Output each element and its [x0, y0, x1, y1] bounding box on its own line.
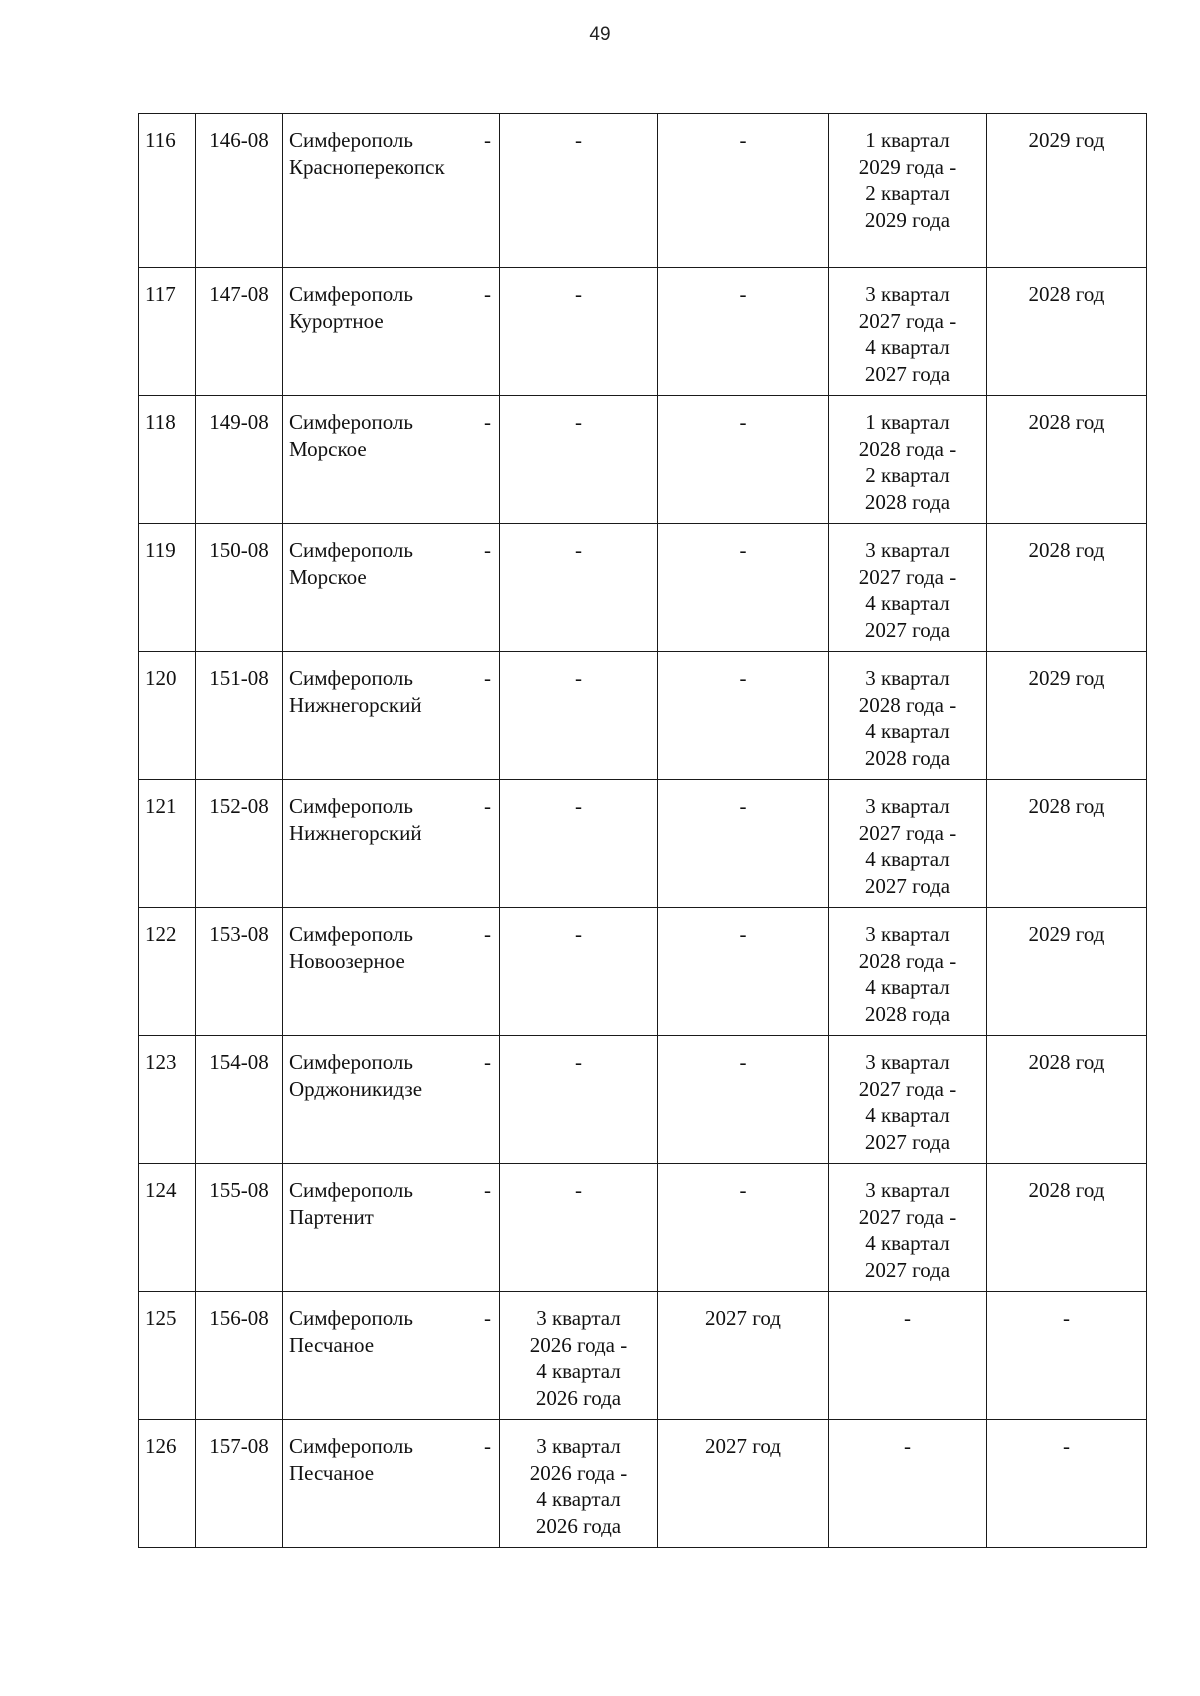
- period-text: 2027 года: [864, 1257, 951, 1282]
- period-text: -: [739, 794, 747, 818]
- route-separator: -: [484, 1178, 491, 1202]
- period-cell-col4: [500, 396, 658, 524]
- period-text: 2027 года -: [858, 308, 957, 333]
- row-number-cell: [139, 908, 196, 1036]
- route-name-cell: [283, 1420, 500, 1548]
- route-code: 147-08: [209, 282, 269, 306]
- period-cell-col6: [829, 908, 987, 1036]
- period-cell-col4: [500, 908, 658, 1036]
- period-text: 1 квартал: [865, 410, 950, 434]
- period-text: -: [739, 282, 747, 306]
- route-name-cell: [283, 780, 500, 908]
- period-text: -: [575, 1178, 582, 1202]
- schedule-table: [138, 113, 1147, 1548]
- period-text: 2027 года -: [858, 1204, 957, 1229]
- route-name-cell: [283, 1164, 500, 1292]
- table-row: [139, 114, 1147, 268]
- period-text: 1 квартал: [865, 128, 950, 152]
- table-row: [139, 524, 1147, 652]
- period-text: -: [739, 538, 747, 562]
- period-text: 2028 год: [1028, 282, 1105, 306]
- route-name-cell: [283, 114, 500, 268]
- route-code: 146-08: [209, 128, 269, 152]
- route-separator: -: [484, 282, 491, 306]
- period-text: 2027 года: [864, 361, 951, 386]
- period-cell-col7: [987, 780, 1147, 908]
- route-name-cell: [283, 396, 500, 524]
- period-text: 3 квартал: [865, 666, 950, 690]
- period-text: 2029 год: [1028, 128, 1105, 152]
- period-cell-col5: [658, 780, 829, 908]
- row-number: 124: [145, 1178, 177, 1202]
- route-name-cell: [283, 908, 500, 1036]
- route-name-cell: [283, 268, 500, 396]
- period-text: 2027 год: [705, 1306, 781, 1330]
- period-cell-col7: [987, 908, 1147, 1036]
- route-code-cell: [196, 524, 283, 652]
- period-cell-col5: [658, 268, 829, 396]
- period-cell-col5: [658, 396, 829, 524]
- period-text: 2 квартал: [865, 181, 950, 205]
- table-row: [139, 1164, 1147, 1292]
- route-from: Симферополь: [289, 410, 413, 434]
- route-code-cell: [196, 652, 283, 780]
- period-text: 2028 год: [1028, 410, 1105, 434]
- period-cell-col6: [829, 780, 987, 908]
- period-cell-col7: [987, 1164, 1147, 1292]
- period-cell-col6: [829, 396, 987, 524]
- row-number-cell: [139, 1036, 196, 1164]
- period-text: 3 квартал: [865, 282, 950, 306]
- period-cell-col4: [500, 1292, 658, 1420]
- row-number-cell: [139, 1420, 196, 1548]
- route-separator: -: [484, 128, 491, 152]
- row-number: 121: [145, 794, 177, 818]
- period-text: 2026 года -: [529, 1460, 628, 1485]
- period-cell-col5: [658, 1292, 829, 1420]
- period-cell-col4: [500, 1164, 658, 1292]
- route-code: 153-08: [209, 922, 269, 946]
- route-code-cell: [196, 268, 283, 396]
- table-row: [139, 908, 1147, 1036]
- period-cell-col6: [829, 1420, 987, 1548]
- table-row: [139, 780, 1147, 908]
- route-name-cell: [283, 524, 500, 652]
- row-number: 120: [145, 666, 177, 690]
- route-separator: -: [484, 1306, 491, 1330]
- route-from: Симферополь: [289, 1434, 413, 1458]
- period-text: 4 квартал: [865, 975, 950, 999]
- table-row: [139, 396, 1147, 524]
- route-separator: -: [484, 1050, 491, 1074]
- route-to: Морское: [289, 436, 367, 461]
- period-cell-col7: [987, 1036, 1147, 1164]
- period-text: 3 квартал: [865, 1178, 950, 1202]
- period-cell-col7: [987, 524, 1147, 652]
- period-text: 2027 года: [864, 617, 951, 642]
- row-number: 126: [145, 1434, 177, 1458]
- period-text: 2028 год: [1028, 794, 1105, 818]
- table-row: [139, 1292, 1147, 1420]
- period-cell-col5: [658, 908, 829, 1036]
- route-to: Партенит: [289, 1204, 374, 1229]
- period-text: 3 квартал: [865, 538, 950, 562]
- route-code: 151-08: [209, 666, 269, 690]
- period-text: -: [575, 922, 582, 946]
- route-separator: -: [484, 410, 491, 434]
- period-cell-col5: [658, 524, 829, 652]
- route-to: Морское: [289, 564, 367, 589]
- route-to: Песчаное: [289, 1332, 375, 1357]
- route-from: Симферополь: [289, 282, 413, 306]
- route-from: Симферополь: [289, 128, 413, 152]
- route-code-cell: [196, 780, 283, 908]
- period-text: -: [1063, 1306, 1070, 1330]
- route-code: 154-08: [209, 1050, 269, 1074]
- period-cell-col5: [658, 1420, 829, 1548]
- route-to: Нижнегорский: [289, 820, 422, 845]
- period-cell-col6: [829, 1036, 987, 1164]
- route-code: 155-08: [209, 1178, 269, 1202]
- row-number: 125: [145, 1306, 177, 1330]
- period-cell-col6: [829, 652, 987, 780]
- period-text: -: [575, 538, 582, 562]
- period-text: 2027 года: [864, 873, 951, 898]
- row-number: 123: [145, 1050, 177, 1074]
- route-from: Симферополь: [289, 1050, 413, 1074]
- row-number-cell: [139, 780, 196, 908]
- period-text: 2027 года -: [858, 564, 957, 589]
- row-number: 119: [145, 538, 176, 562]
- period-text: 2028 года -: [858, 948, 957, 973]
- period-cell-col5: [658, 1036, 829, 1164]
- route-name-cell: [283, 1036, 500, 1164]
- page-number: 49: [589, 24, 611, 45]
- period-text: -: [575, 410, 582, 434]
- period-cell-col4: [500, 524, 658, 652]
- period-text: 2028 года -: [858, 692, 957, 717]
- route-name-cell: [283, 1292, 500, 1420]
- period-cell-col4: [500, 1036, 658, 1164]
- route-code-cell: [196, 908, 283, 1036]
- period-cell-col6: [829, 268, 987, 396]
- row-number-cell: [139, 114, 196, 268]
- period-text: 2029 года -: [858, 154, 957, 179]
- period-text: -: [575, 282, 582, 306]
- route-code-cell: [196, 1036, 283, 1164]
- period-text: 2028 года: [864, 745, 951, 770]
- period-text: 4 квартал: [536, 1487, 621, 1511]
- period-cell-col7: [987, 652, 1147, 780]
- period-cell-col4: [500, 652, 658, 780]
- row-number: 118: [145, 410, 176, 434]
- period-cell-col4: [500, 780, 658, 908]
- period-text: 4 квартал: [865, 719, 950, 743]
- period-cell-col6: [829, 1292, 987, 1420]
- row-number: 116: [145, 128, 176, 152]
- route-separator: -: [484, 666, 491, 690]
- period-text: 2026 года: [535, 1385, 622, 1410]
- period-text: 2027 год: [705, 1434, 781, 1458]
- period-text: 3 квартал: [865, 794, 950, 818]
- route-code: 149-08: [209, 410, 269, 434]
- period-text: 3 квартал: [536, 1306, 621, 1330]
- route-to: Курортное: [289, 308, 384, 333]
- route-code: 152-08: [209, 794, 269, 818]
- period-cell-col5: [658, 1164, 829, 1292]
- period-cell-col7: [987, 396, 1147, 524]
- period-cell-col5: [658, 114, 829, 268]
- route-code-cell: [196, 1420, 283, 1548]
- row-number-cell: [139, 268, 196, 396]
- period-text: -: [739, 922, 747, 946]
- period-text: 2029 года: [864, 207, 951, 232]
- period-text: 4 квартал: [536, 1359, 621, 1383]
- period-text: 3 квартал: [865, 1050, 950, 1074]
- period-text: 4 квартал: [865, 847, 950, 871]
- period-cell-col5: [658, 652, 829, 780]
- period-text: 4 квартал: [865, 1103, 950, 1127]
- period-text: 2028 год: [1028, 538, 1105, 562]
- route-code-cell: [196, 396, 283, 524]
- period-cell-col7: [987, 1292, 1147, 1420]
- route-from: Симферополь: [289, 666, 413, 690]
- route-code-cell: [196, 1292, 283, 1420]
- route-separator: -: [484, 1434, 491, 1458]
- route-code: 156-08: [209, 1306, 269, 1330]
- period-text: 2028 год: [1028, 1050, 1105, 1074]
- period-text: 2028 год: [1028, 1178, 1105, 1202]
- period-text: -: [739, 666, 747, 690]
- route-to: Новоозерное: [289, 948, 405, 973]
- period-cell-col4: [500, 268, 658, 396]
- period-text: 2029 год: [1028, 666, 1105, 690]
- period-text: 4 квартал: [865, 1231, 950, 1255]
- period-text: 3 квартал: [536, 1434, 621, 1458]
- row-number-cell: [139, 652, 196, 780]
- period-text: 2027 года -: [858, 820, 957, 845]
- route-to: Песчаное: [289, 1460, 375, 1485]
- row-number-cell: [139, 524, 196, 652]
- period-cell-col6: [829, 524, 987, 652]
- route-from: Симферополь: [289, 538, 413, 562]
- row-number-cell: [139, 1292, 196, 1420]
- period-text: -: [575, 128, 582, 152]
- route-from: Симферополь: [289, 1306, 413, 1330]
- period-text: -: [739, 410, 747, 434]
- table-row: [139, 652, 1147, 780]
- period-text: -: [739, 1050, 747, 1074]
- route-from: Симферополь: [289, 1178, 413, 1202]
- period-text: -: [575, 794, 582, 818]
- table-row: [139, 1036, 1147, 1164]
- period-cell-col4: [500, 1420, 658, 1548]
- period-text: 2 квартал: [865, 463, 950, 487]
- route-code: 157-08: [209, 1434, 269, 1458]
- route-to: Нижнегорский: [289, 692, 422, 717]
- period-text: -: [904, 1434, 911, 1458]
- route-code-cell: [196, 114, 283, 268]
- route-separator: -: [484, 922, 491, 946]
- route-name-cell: [283, 652, 500, 780]
- route-from: Симферополь: [289, 794, 413, 818]
- period-cell-col4: [500, 114, 658, 268]
- period-text: -: [904, 1306, 911, 1330]
- period-text: 4 квартал: [865, 591, 950, 615]
- period-text: 4 квартал: [865, 335, 950, 359]
- period-text: -: [575, 1050, 582, 1074]
- period-cell-col7: [987, 268, 1147, 396]
- period-text: -: [575, 666, 582, 690]
- table-row: [139, 1420, 1147, 1548]
- table-row: [139, 268, 1147, 396]
- period-cell-col6: [829, 1164, 987, 1292]
- period-text: 3 квартал: [865, 922, 950, 946]
- route-from: Симферополь: [289, 922, 413, 946]
- row-number-cell: [139, 1164, 196, 1292]
- period-text: 2028 года: [864, 1001, 951, 1026]
- route-code-cell: [196, 1164, 283, 1292]
- route-separator: -: [484, 538, 491, 562]
- period-text: 2027 года -: [858, 1076, 957, 1101]
- period-text: 2026 года: [535, 1513, 622, 1538]
- period-text: 2028 года -: [858, 436, 957, 461]
- period-text: 2028 года: [864, 489, 951, 514]
- period-text: 2029 год: [1028, 922, 1105, 946]
- period-text: -: [739, 1178, 747, 1202]
- row-number: 122: [145, 922, 177, 946]
- period-text: -: [1063, 1434, 1070, 1458]
- period-cell-col6: [829, 114, 987, 268]
- period-cell-col7: [987, 114, 1147, 268]
- route-separator: -: [484, 794, 491, 818]
- period-cell-col7: [987, 1420, 1147, 1548]
- period-text: 2027 года: [864, 1129, 951, 1154]
- period-text: 2026 года -: [529, 1332, 628, 1357]
- route-code: 150-08: [209, 538, 269, 562]
- route-to: Красноперекопск: [289, 154, 445, 179]
- row-number-cell: [139, 396, 196, 524]
- row-number: 117: [145, 282, 176, 306]
- table-body: [139, 114, 1147, 1548]
- route-to: Орджоникидзе: [289, 1076, 423, 1101]
- period-text: -: [739, 128, 747, 152]
